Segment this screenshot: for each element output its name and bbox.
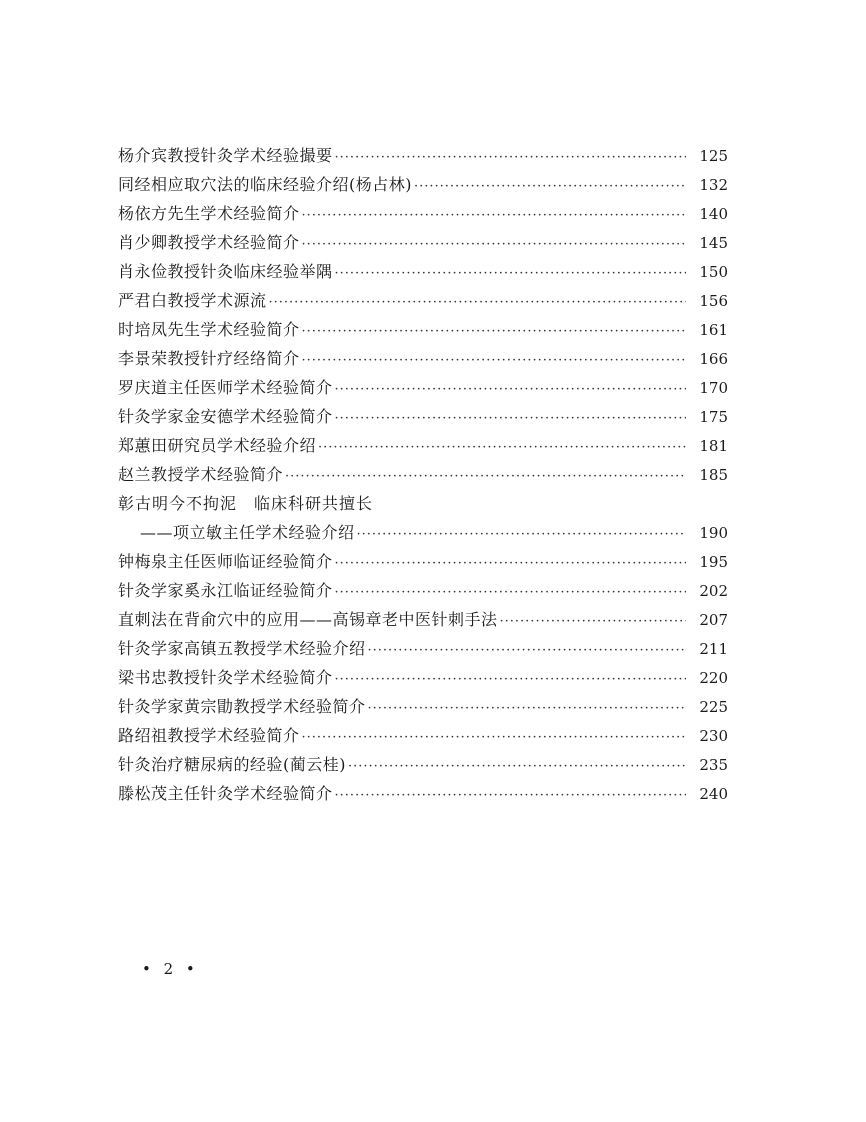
dot-leader <box>302 230 686 259</box>
toc-entry-page: 125 <box>699 147 728 165</box>
toc-entry-title: 针灸学家奚永江临证经验简介 <box>118 581 333 600</box>
toc-entry-title: 滕松茂主任针灸学术经验简介 <box>118 784 333 803</box>
toc-entry-title: 针灸治疗糖尿病的经验(蔺云桂) <box>118 755 346 774</box>
toc-entry-page: 156 <box>699 292 728 310</box>
toc-entry[interactable] <box>118 605 728 634</box>
dot-leader <box>335 665 686 694</box>
toc-entry-title: 针灸学家黄宗勖教授学术经验简介 <box>118 697 366 716</box>
toc-entry[interactable] <box>118 199 728 228</box>
toc-entry-title: 钟梅泉主任医师临证经验简介 <box>118 552 333 571</box>
dot-leader <box>285 462 686 491</box>
toc-entry-title: 梁书忠教授针灸学术经验简介 <box>118 668 333 687</box>
toc-entry-title: 杨介宾教授针灸学术经验撮要 <box>118 146 333 165</box>
toc-entry-title: 郑蕙田研究员学术经验介绍 <box>118 436 317 455</box>
dot-leader <box>335 781 686 810</box>
toc-entry-page: 195 <box>699 553 728 571</box>
dot-leader <box>368 694 686 723</box>
toc-entry-page: 166 <box>699 350 728 368</box>
toc-entry-subtitle[interactable] <box>118 518 728 547</box>
toc-entry[interactable] <box>118 373 728 402</box>
toc-entry[interactable] <box>118 779 728 808</box>
toc-entry-page: 161 <box>699 321 728 339</box>
toc-entry-page: 140 <box>699 205 728 223</box>
dot-leader <box>500 607 686 636</box>
toc-entry[interactable] <box>118 692 728 721</box>
toc-entry[interactable] <box>118 547 728 576</box>
toc-entry-title: 同经相应取穴法的临床经验介绍(杨占林) <box>118 175 412 194</box>
toc-entry-page: 170 <box>699 379 728 397</box>
toc-entry[interactable] <box>118 721 728 750</box>
toc-entry-page: 190 <box>699 524 728 542</box>
toc-entry-page: 240 <box>699 785 728 803</box>
dot-leader <box>357 520 686 549</box>
dot-leader <box>348 752 686 781</box>
toc-entry-title: 直刺法在背俞穴中的应用——高锡章老中医针刺手法 <box>118 610 498 629</box>
toc-entry[interactable] <box>118 460 728 489</box>
toc-entry-page: 175 <box>699 408 728 426</box>
dot-leader <box>335 404 686 433</box>
toc-entry-page: 211 <box>699 640 728 658</box>
toc-entry[interactable] <box>118 402 728 431</box>
toc-entry-page: 220 <box>699 669 728 687</box>
toc-entry-title: 肖永俭教授针灸临床经验举隅 <box>118 262 333 281</box>
toc-entry[interactable] <box>118 228 728 257</box>
dot-leader <box>335 549 686 578</box>
toc-entry-title: 彰古明今不拘泥 临床科研共擅长 <box>118 494 374 513</box>
dot-leader <box>414 172 686 201</box>
toc-entry-page: 225 <box>699 698 728 716</box>
dot-leader <box>335 375 686 404</box>
toc-entry-page: 235 <box>699 756 728 774</box>
toc-entry-page: 150 <box>699 263 728 281</box>
dot-leader <box>335 259 686 288</box>
toc-entry-page: 181 <box>699 437 728 455</box>
toc-entry-title: 肖少卿教授学术经验简介 <box>118 233 300 252</box>
toc-entry[interactable] <box>118 663 728 692</box>
toc-entry-title: 杨依方先生学术经验简介 <box>118 204 300 223</box>
toc-entry-title: 严君白教授学术源流 <box>118 291 267 310</box>
toc-entry-title: 李景荣教授针疗经络简介 <box>118 349 300 368</box>
dot-leader <box>269 288 686 317</box>
dot-leader <box>368 636 686 665</box>
table-of-contents <box>118 141 728 808</box>
page-number: • 2 • <box>142 960 199 978</box>
toc-entry-title: 针灸学家金安德学术经验简介 <box>118 407 333 426</box>
dot-leader <box>335 143 686 172</box>
toc-entry-page: 185 <box>699 466 728 484</box>
toc-entry[interactable] <box>118 576 728 605</box>
toc-entry-page: 230 <box>699 727 728 745</box>
toc-entry[interactable] <box>118 170 728 199</box>
toc-entry-page: 207 <box>699 611 728 629</box>
dot-leader <box>318 433 686 462</box>
toc-entry-title: ——项立敏主任学术经验介绍 <box>140 523 355 542</box>
dot-leader <box>302 346 686 375</box>
toc-entry[interactable] <box>118 344 728 373</box>
toc-entry[interactable] <box>118 141 728 170</box>
toc-entry-heading[interactable] <box>118 489 728 518</box>
toc-entry-title: 罗庆道主任医师学术经验简介 <box>118 378 333 397</box>
toc-entry-page: 145 <box>699 234 728 252</box>
dot-leader <box>302 201 686 230</box>
toc-entry-title: 针灸学家高镇五教授学术经验介绍 <box>118 639 366 658</box>
toc-entry-title: 路绍祖教授学术经验简介 <box>118 726 300 745</box>
dot-leader <box>302 317 686 346</box>
toc-entry[interactable] <box>118 315 728 344</box>
toc-entry[interactable] <box>118 286 728 315</box>
toc-entry-page: 202 <box>699 582 728 600</box>
dot-leader <box>302 723 686 752</box>
toc-entry[interactable] <box>118 634 728 663</box>
dot-leader <box>335 578 686 607</box>
toc-entry-page: 132 <box>699 176 728 194</box>
toc-entry[interactable] <box>118 431 728 460</box>
toc-entry[interactable] <box>118 257 728 286</box>
toc-entry[interactable] <box>118 750 728 779</box>
toc-entry-title: 时培凤先生学术经验简介 <box>118 320 300 339</box>
toc-entry-title: 赵兰教授学术经验简介 <box>118 465 284 484</box>
